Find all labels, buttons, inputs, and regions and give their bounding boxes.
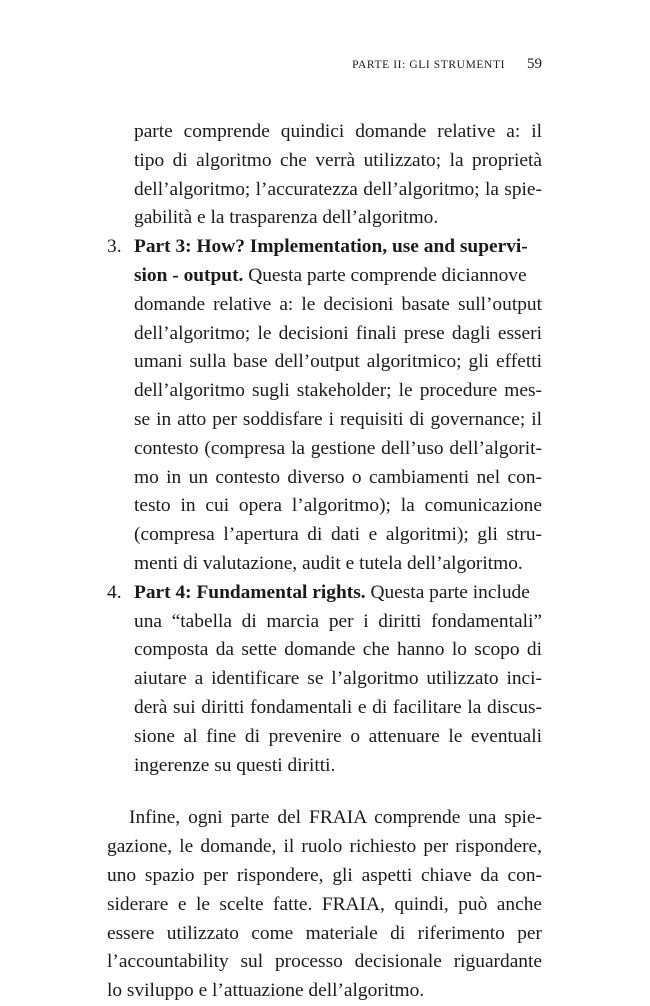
text-line: se in atto per soddisfare i requisiti di governance; il — [134, 408, 542, 430]
text-line: una “tabella di marcia per i diritti fondamentali” — [134, 610, 542, 632]
text-line — [107, 579, 542, 608]
text-line: parte comprende quindici domande relative a: il — [134, 121, 542, 142]
text-line: sione al fine di prevenire o attenuare le eventuali — [134, 725, 542, 747]
text-line: umani sulla base dell’output algoritmico; gli effetti — [134, 351, 542, 373]
text-line: composta da sette domande che hanno lo scopo di — [134, 639, 542, 661]
paragraph-spacer — [107, 780, 542, 804]
text-line — [107, 233, 542, 262]
text-line: siderare e le scelte fatte. FRAIA, quindi, può anche — [107, 893, 542, 915]
list-item-continuation — [107, 118, 542, 233]
item-text: Questa parte comprende diciannove — [243, 264, 527, 286]
text-line: dell’algoritmo sugli stakeholder; le procedure mes- — [134, 380, 542, 402]
text-line: l’accountability sul processo decisionale riguardante — [107, 951, 542, 973]
list-number: 3. — [107, 236, 122, 258]
item-heading: Part 3: How? Implementation, use and supervi- — [134, 236, 528, 258]
text-line: dell’algoritmo; l’accuratezza dell’algoritmo; la spie- — [134, 178, 542, 200]
list-number: 4. — [107, 581, 122, 603]
text-line: dell’algoritmo; le decisioni finali prese dagli esseri — [134, 322, 542, 344]
item-text: Questa parte include — [365, 581, 530, 603]
item-heading: sion - output. — [134, 264, 244, 286]
text-line: aiutare a identificare se l’algoritmo utilizzato inci- — [134, 668, 542, 690]
list-item-4 — [107, 579, 542, 781]
text-line: tipo di algoritmo che verrà utilizzato; la proprietà — [134, 149, 542, 171]
text-line: menti di valutazione, audit e tutela dell’algoritmo. — [134, 552, 523, 574]
text-line: contesto (compresa la gestione dell’uso dell’algorit- — [134, 437, 542, 459]
text-line: mo in un contesto diverso o cambiamenti nel con- — [134, 466, 542, 488]
text-line: domande relative a: le decisioni basate sull’output — [134, 293, 542, 315]
text-line: gabilità e la trasparenza dell’algoritmo. — [134, 207, 439, 229]
list-item-3 — [107, 233, 542, 579]
text-line: gazione, le domande, il ruolo richiesto per rispondere, — [107, 836, 542, 858]
text-line: derà sui diritti fondamentali e di facilitare la discus- — [134, 696, 542, 718]
text-line: Infine, ogni parte del FRAIA comprende una spie- — [129, 807, 542, 829]
text-line: essere utilizzato come materiale di riferimento per — [107, 922, 542, 944]
closing-paragraph — [107, 804, 542, 1006]
running-header — [0, 56, 542, 73]
page-number: 59 — [527, 56, 542, 72]
running-title: PARTE II: GLI STRUMENTI — [352, 59, 505, 71]
text-line: uno spazio per rispondere, gli aspetti chiave da con- — [107, 864, 542, 886]
text-line: ingerenze su questi diritti. — [134, 754, 336, 776]
page-body — [107, 118, 542, 1006]
text-line: (compresa l’apertura di dati e algoritmi); gli stru- — [134, 524, 542, 546]
item-heading: Part 4: Fundamental rights. — [134, 581, 366, 603]
text-line: lo sviluppo e l’attuazione dell’algoritmo. — [107, 980, 425, 1002]
text-line: testo in cui opera l’algoritmo); la comunicazione — [134, 495, 542, 517]
text-line — [107, 262, 542, 291]
